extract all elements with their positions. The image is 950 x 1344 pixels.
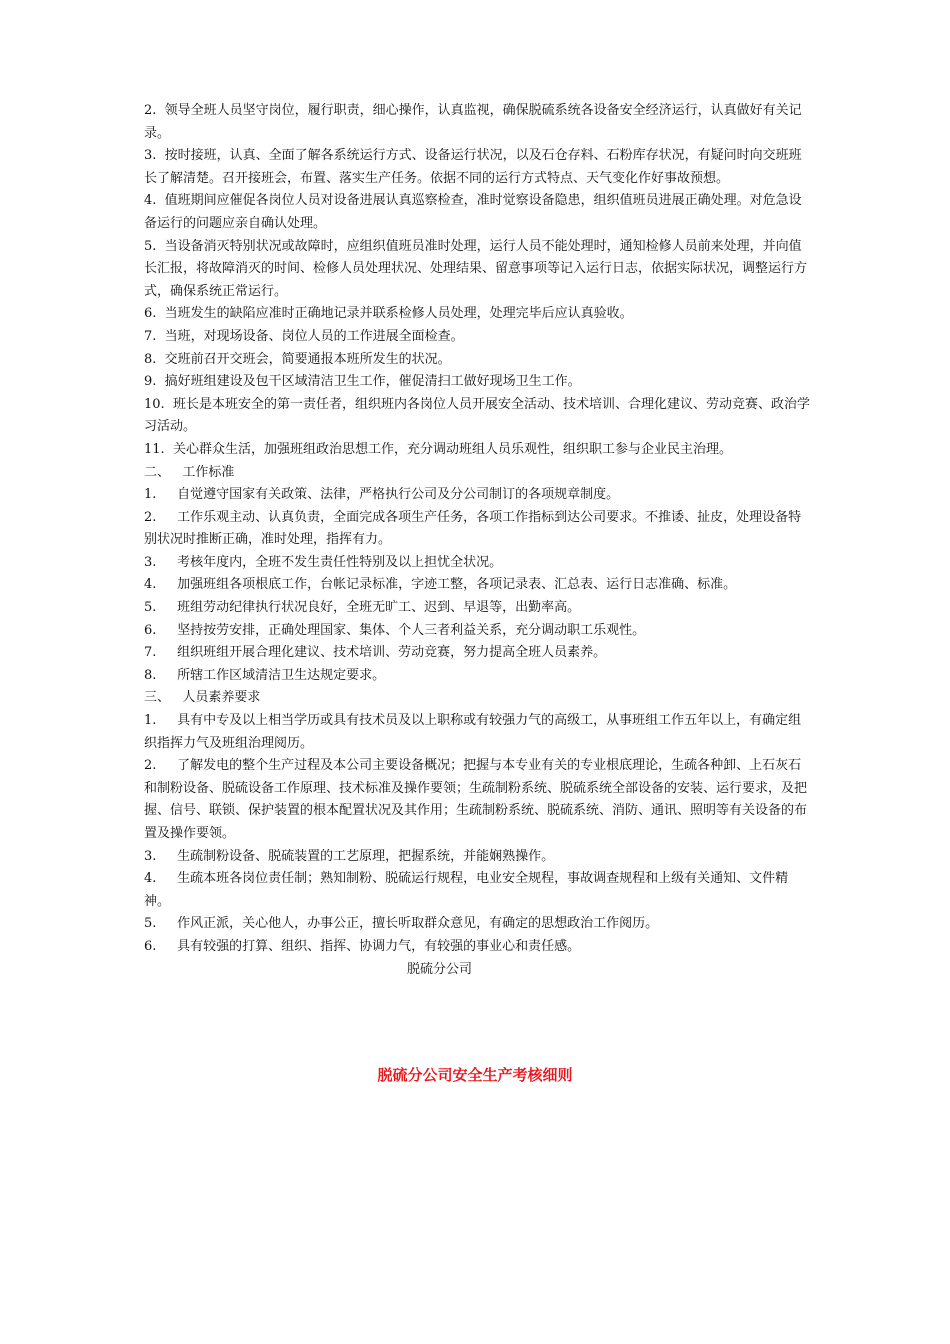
section-heading: 三、 人员素养要求 bbox=[144, 690, 261, 706]
paragraph: 6. 具有较强的打算、组织、指挥、协调力气，有较强的事业心和责任感。 bbox=[144, 938, 581, 954]
document-body bbox=[144, 100, 814, 981]
document-title: 脱硫分公司安全生产考核细则 bbox=[377, 1066, 573, 1084]
paragraph: 9. 搞好班组建设及包干区域清洁卫生工作，催促清扫工做好现场卫生工作。 bbox=[144, 374, 581, 390]
paragraph: 1. 具有中专及以上相当学历或具有技术员及以上职称或有较强力气的高级工，从事班组工作五年以上，有确定组织指挥力气及班组治理阅历。 bbox=[144, 713, 802, 751]
paragraph: 2. 了解发电的整个生产过程及本公司主要设备概况；把握与本专业有关的专业根底理论，生疏各种卸、上石灰石和制粉设备、脱硫设备工作原理、技术标准及操作要领；生疏制粉系统、脱硫系统全部设备的安装、运行要求，及把握、信号、联锁、保护装置的根本配置状况及其作用；生疏制粉系统、脱硫系统、消防、通讯、照明等有关设备的布置及操作要领。 bbox=[144, 758, 808, 841]
paragraph: 4. 生疏本班各岗位责任制；熟知制粉、脱硫运行规程，电业安全规程，事故调查规程和上级有关通知、文件精神。 bbox=[144, 871, 789, 909]
paragraph: 7. 当班，对现场设备、岗位人员的工作进展全面检查。 bbox=[144, 328, 464, 344]
paragraph: 5. 当设备消灭特别状况或故障时，应组织值班员准时处理，运行人员不能处理时，通知检修人员前来处理，并向值长汇报，将故障消灭的时间、检修人员处理状况、处理结果、留意事项等记入运行日志，依据实际状况，调整运行方式，确保系统正常运行。 bbox=[144, 238, 808, 299]
paragraph: 6. 当班发生的缺陷应准时正确地记录并联系检修人员处理，处理完毕后应认真验收。 bbox=[144, 306, 633, 322]
paragraph: 10. 班长是本班安全的第一责任者，组织班内各岗位人员开展安全活动、技术培训、合理化建议、劳动竞赛、政治学习活动。 bbox=[144, 396, 810, 435]
paragraph: 4. 加强班组各项根底工作，台帐记录标准，字迹工整，各项记录表、汇总表、运行日志准确、标准。 bbox=[144, 577, 737, 593]
paragraph: 11. 关心群众生活，加强班组政治思想工作，充分调动班组人员乐观性，组织职工参与企业民主治理。 bbox=[144, 441, 732, 457]
section-heading: 二、 工作标准 bbox=[144, 464, 235, 480]
paragraph: 4. 值班期间应催促各岗位人员对设备进展认真巡察检查，准时觉察设备隐患，组织值班员进展正确处理。对危急设备运行的问题应亲自确认处理。 bbox=[144, 193, 802, 231]
paragraph: 6. 坚持按劳安排，正确处理国家、集体、个人三者利益关系，充分调动职工乐观性。 bbox=[144, 622, 646, 638]
paragraph: 8. 交班前召开交班会，简要通报本班所发生的状况。 bbox=[144, 351, 451, 367]
paragraph: 3. 生疏制粉设备、脱硫装置的工艺原理，把握系统，并能娴熟操作。 bbox=[144, 848, 555, 864]
paragraph: 3. 考核年度内，全班不发生责任性特别及以上担忧全状况。 bbox=[144, 554, 503, 570]
paragraph: 5. 作风正派，关心他人，办事公正，擅长听取群众意见，有确定的思想政治工作阅历。 bbox=[144, 916, 659, 932]
paragraph: 7. 组织班组开展合理化建议、技术培训、劳动竞赛，努力提高全班人员素养。 bbox=[144, 645, 607, 661]
paragraph: 2. 领导全班人员坚守岗位，履行职责，细心操作，认真监视，确保脱硫系统各设备安全经济运行，认真做好有关记录。 bbox=[144, 103, 802, 141]
paragraph: 8. 所辖工作区域清洁卫生达规定要求。 bbox=[144, 667, 386, 683]
paragraph: 3. 按时接班，认真、全面了解各系统运行方式、设备运行状况，以及石仓存料、石粉库存状况，有疑问时向交班班长了解清楚。召开接班会，布置、落实生产任务。依据不同的运行方式特点、天气变化作好事故预想。 bbox=[144, 148, 802, 186]
paragraph: 5. 班组劳动纪律执行状况良好，全班无旷工、迟到、早退等，出勤率高。 bbox=[144, 600, 581, 616]
paragraph: 1. 自觉遵守国家有关政策、法律，严格执行公司及分公司制订的各项规章制度。 bbox=[144, 487, 620, 503]
paragraph: 2. 工作乐观主动、认真负责，全面完成各项生产任务，各项工作指标到达公司要求。不推诿、扯皮，处理设备特别状况时推断正确，准时处理，指挥有力。 bbox=[144, 509, 802, 548]
organization-signature: 脱硫分公司 bbox=[407, 961, 473, 977]
